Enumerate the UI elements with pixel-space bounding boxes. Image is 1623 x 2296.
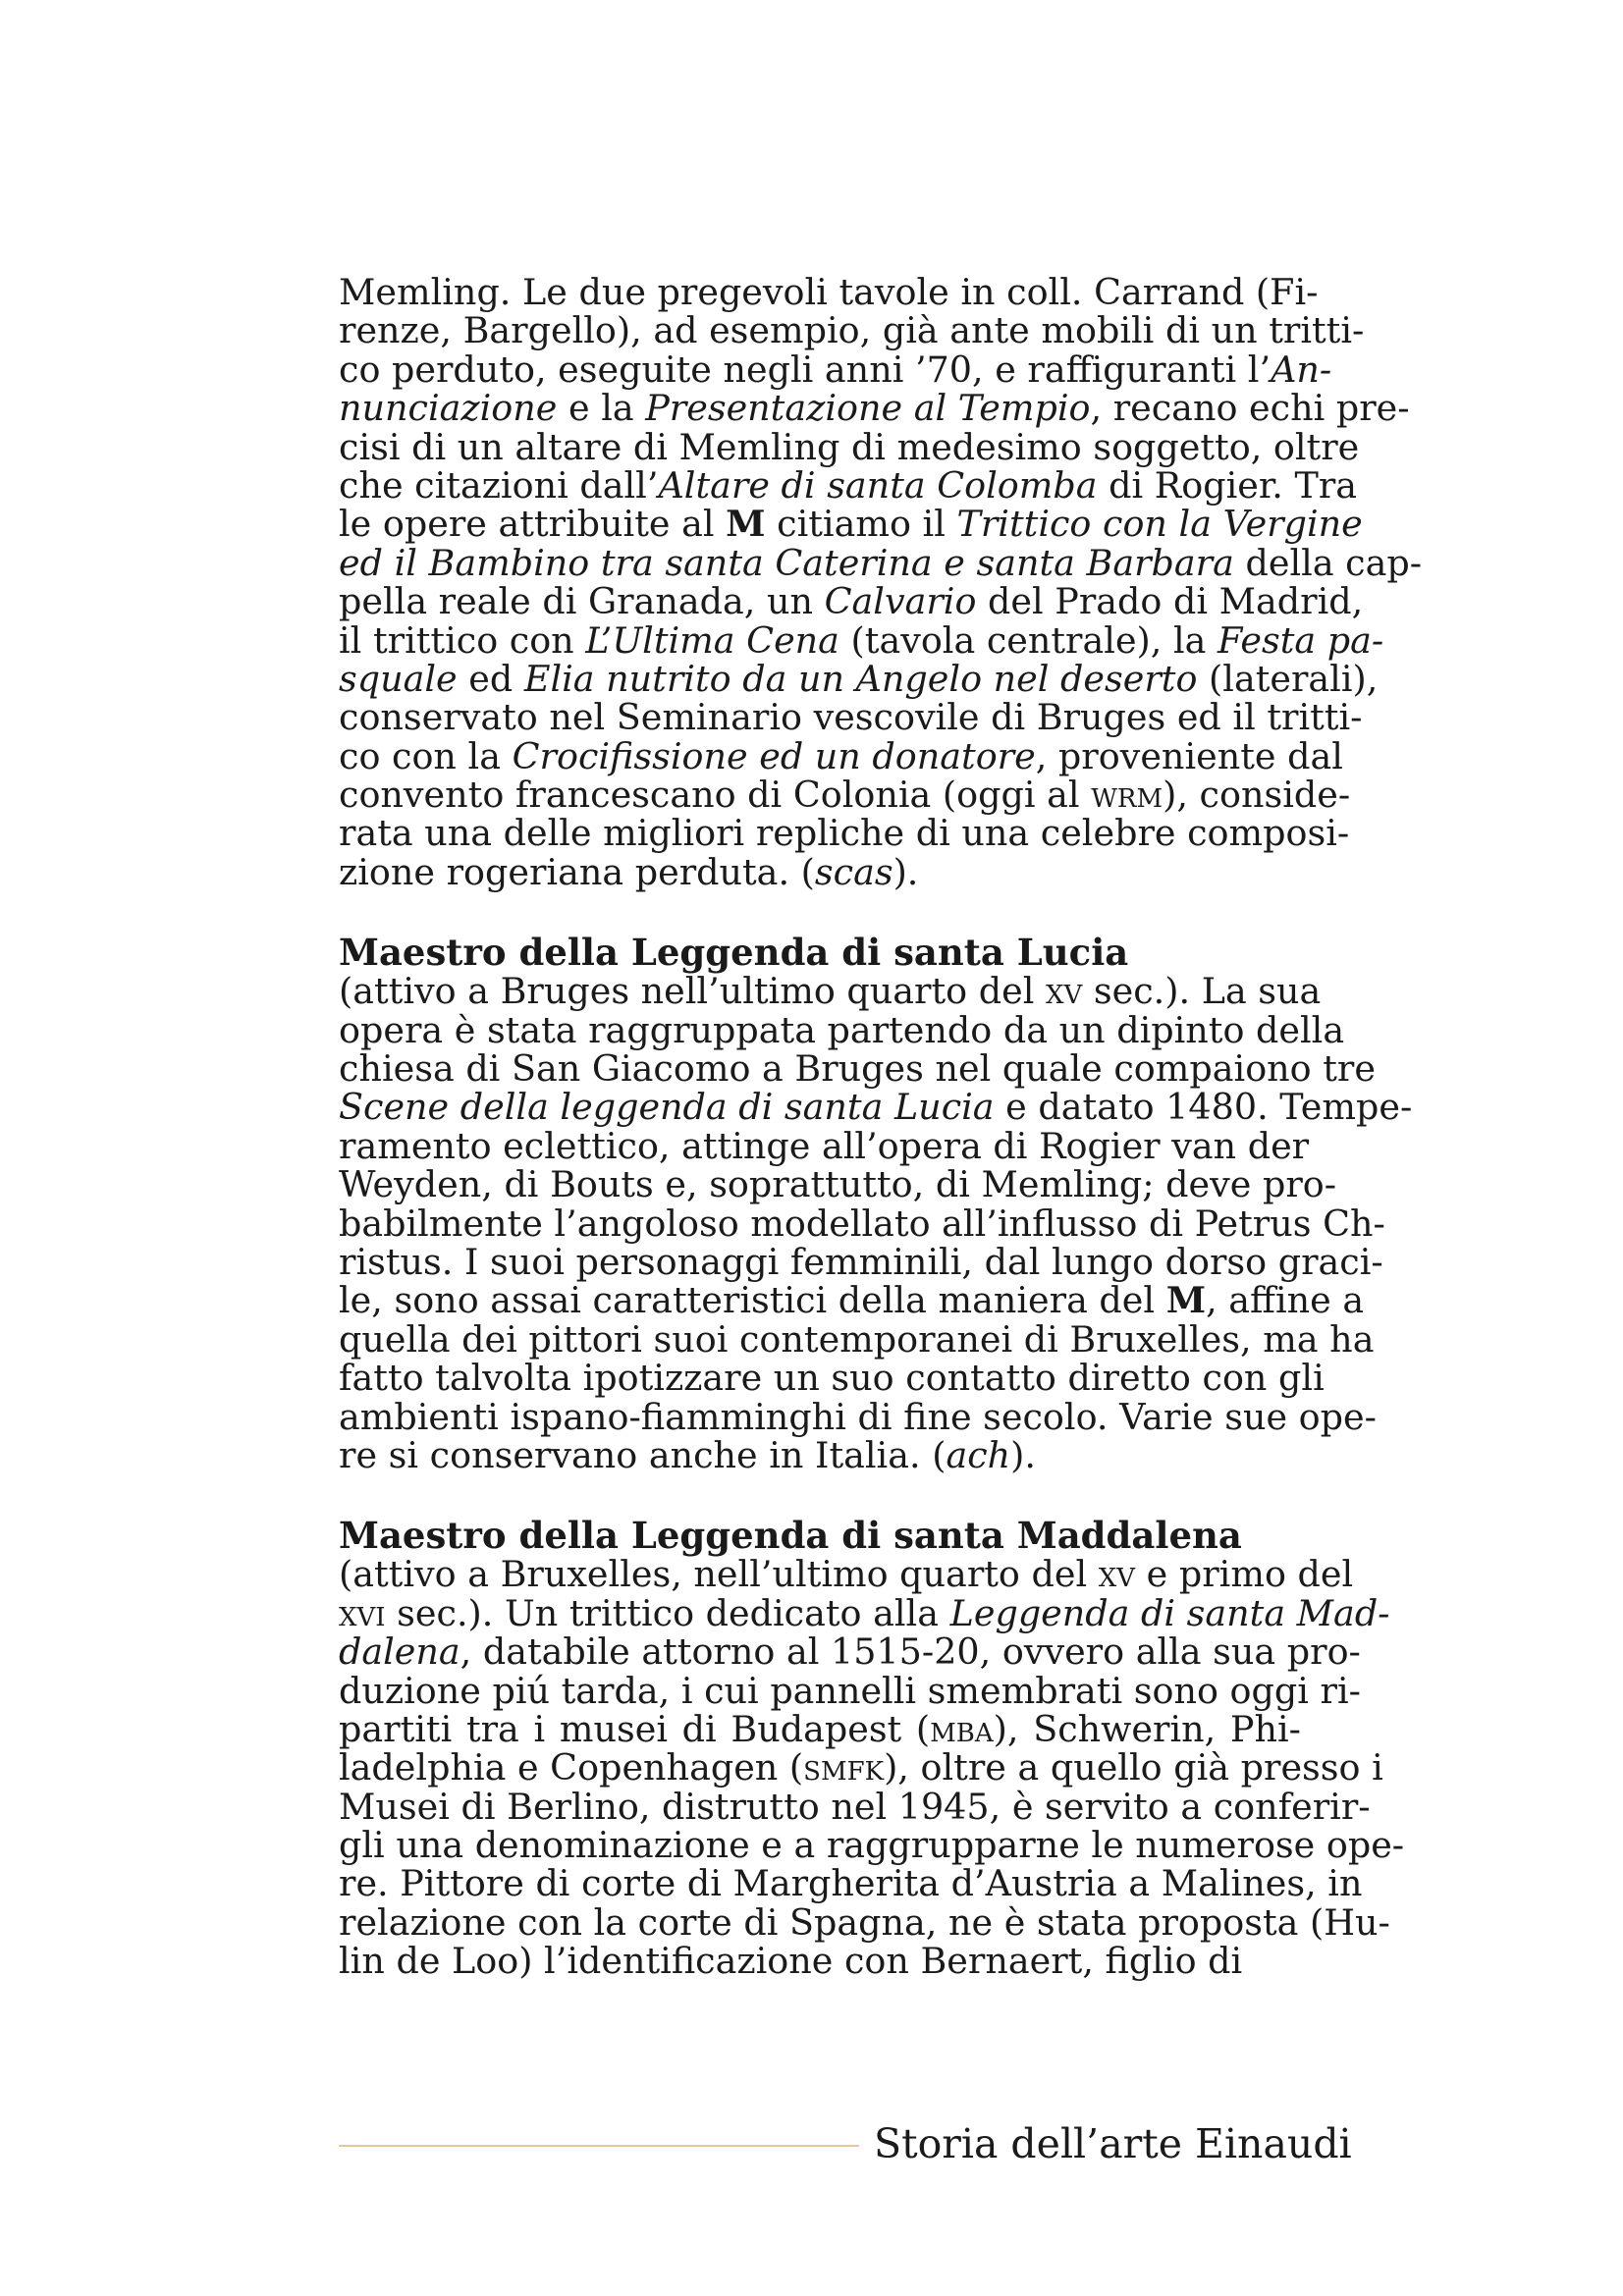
text-line [339,503,1363,546]
text-segment: ladelphia e Copenhagen ( [339,1746,804,1789]
text-segment: co perduto, eseguite negli anni ’70, e raffiguranti l’ [339,347,1271,391]
text-segment: Weyden, di Bouts e, soprattutto, di Memling; deve pro- [339,1163,1337,1206]
text-line [339,1591,1390,1634]
text-line [339,1395,1377,1438]
italic-text: Elia nutrito da un Angelo nel deserto [523,657,1198,700]
small-caps-text: xv [1045,970,1083,1013]
text-segment: quella dei pittori suoi contemporanei di Bruxelles, ma ha [339,1317,1375,1361]
text-line [339,541,1423,584]
italic-text: Calvario [824,580,977,623]
entry-block [339,931,1413,1476]
italic-text: Presentazione al Tempio [645,387,1091,430]
text-line [339,1553,1354,1596]
text-segment: renze, Bargello), ad esempio, già ante mobili di un tritti- [339,309,1365,352]
text-line [339,1746,1383,1789]
text-segment: il trittico con [339,618,586,662]
text-line [339,970,1322,1013]
text-segment: re. Pittore di corte di Margherita d’Austria a Malines, in [339,1862,1363,1905]
text-line [339,1086,1413,1129]
text-segment: chiesa di San Giacomo a Bruges nel quale compaiono tre [339,1047,1376,1091]
italic-text: ach [946,1433,1011,1476]
text-segment: babilmente l’angoloso modellato all’influsso di Petrus Ch- [339,1201,1385,1245]
entry-spacer [339,891,1301,933]
text-segment: (attivo a Bruges nell’ultimo quarto del [339,970,1046,1013]
text-segment: , proveniente dal [1035,734,1343,777]
entry-block [339,271,1423,893]
small-caps-text: wrm [1091,774,1163,817]
text-segment: re si conservano anche in Italia. ( [339,1433,947,1476]
text-line [339,387,1410,430]
text-line [339,1785,1371,1828]
text-segment: relazione con la corte di Spagna, ne è stata proposta (Hu- [339,1900,1390,1944]
italic-text: Festa pa- [1217,618,1384,662]
italic-text: Leggenda di santa Mad- [949,1591,1390,1634]
text-segment: rata una delle migliori repliche di una celebre composi- [339,812,1350,855]
italic-text: Altare di santa Colomba [658,463,1098,507]
text-line [339,774,1351,817]
text-line [339,734,1343,777]
small-caps-text: smfk [803,1746,885,1789]
text-segment: , databile attorno al 1515-20, ovvero alla sua pro- [460,1630,1361,1674]
text-line [339,850,1301,893]
text-segment: le opere attribuite al [339,503,727,546]
text-line [339,1008,1345,1051]
text-segment: , affine a [1206,1279,1365,1322]
text-segment: ristus. I suoi personaggi femminili, dal lungo dorso graci- [339,1240,1383,1283]
footer-title: Storia dell’arte Einaudi [874,2120,1352,2167]
text-segment: sec.). La sua [1082,970,1322,1013]
text-segment: gli una denominazione e a raggrupparne le numerose ope- [339,1824,1405,1867]
italic-text: squale [339,657,458,700]
text-segment: del Prado di Madrid, [976,580,1364,623]
text-line [339,1317,1375,1361]
text-segment: zione rogeriana perduta. ( [339,850,815,893]
text-segment: e datato 1480. Tempe- [994,1086,1413,1129]
text-segment: pella reale di Granada, un [339,580,825,623]
text-segment: e la [557,387,646,430]
italic-text: dalena [339,1630,460,1674]
text-line [339,1124,1310,1167]
italic-text: Trittico con la Vergine [956,503,1363,546]
text-segment: (tavola centrale), la [839,618,1218,662]
text-line [339,580,1364,623]
text-segment: ), Schwerin, Phi- [993,1707,1301,1750]
text-segment: fatto talvolta ipotizzare un suo contatto diretto con gli [339,1357,1325,1400]
entry-heading: Maestro della Leggenda di santa Maddalena [339,1514,1242,1558]
footer-rule [339,2145,859,2147]
text-segment: ramento eclettico, attinge all’opera di Rogier van der [339,1124,1310,1167]
text-segment: Memling. Le due pregevoli tavole in coll. Carrand (Fi- [339,271,1319,313]
entry-spacer [339,1474,1301,1516]
text-segment: ambienti ispano-fiamminghi di fine secolo. Varie sue ope- [339,1395,1377,1438]
text-line [339,1630,1361,1674]
text-line [339,1433,1301,1476]
italic-text: An- [1271,347,1332,391]
text-line [339,347,1332,391]
text-line [339,1279,1365,1322]
text-segment: Musei di Berlino, distrutto nel 1945, è servito a conferir- [339,1785,1371,1828]
page-body [339,271,1423,1983]
small-caps-text: xvi [339,1591,386,1634]
text-segment: ). [893,850,919,893]
text-line [339,696,1363,739]
text-segment: , recano echi pre- [1090,387,1410,430]
text-segment: co con la [339,734,513,777]
italic-text: Crocifissione ed un donatore [512,734,1036,777]
bold-text: M [1165,1279,1207,1322]
text-line [339,1163,1337,1206]
text-segment: ed [457,657,524,700]
text-segment: ), conside- [1163,774,1351,817]
text-segment: ). [1010,1433,1036,1476]
italic-text: scas [814,850,893,893]
text-line [339,425,1360,468]
text-line [339,812,1350,855]
text-line [339,309,1365,352]
text-segment: (laterali), [1197,657,1379,700]
text-segment: che citazioni dall’ [339,463,659,507]
text-segment: opera è stata raggruppata partendo da un dipinto della [339,1008,1345,1051]
entry-heading: Maestro della Leggenda di santa Lucia [339,931,1129,975]
text-line [339,463,1358,507]
text-segment: della cap- [1233,541,1423,584]
text-segment: convento francescano di Colonia (oggi al [339,774,1092,817]
text-segment: conservato nel Seminario vescovile di Bruges ed il tritti- [339,696,1363,739]
text-line [339,1824,1405,1867]
text-segment: di Rogier. Tra [1097,463,1358,507]
italic-text: Scene della leggenda di santa Lucia [339,1086,995,1129]
text-segment: partiti tra i musei di Budapest ( [339,1707,931,1750]
text-line [339,1940,1301,1983]
italic-text: ed il Bambino tra santa Caterina e santa Barbara [339,541,1234,584]
italic-text: nunciazione [339,387,558,430]
text-line [339,657,1379,700]
text-segment: le, sono assai caratteristici della maniera del [339,1279,1166,1322]
text-segment: citiamo il [765,503,957,546]
small-caps-text: xv [1098,1553,1136,1596]
text-line [339,1357,1325,1400]
text-segment: cisi di un altare di Memling di medesimo soggetto, oltre [339,425,1360,468]
text-segment: duzione piú tarda, i cui pannelli smembrati sono oggi ri- [339,1669,1361,1712]
small-caps-text: mba [930,1707,994,1750]
text-segment: lin de Loo) l’identificazione con Bernaert, figlio di [339,1940,1243,1983]
text-line [339,1047,1376,1091]
italic-text: L’Ultima Cena [585,618,839,662]
text-segment: ), oltre a quello già presso i [884,1746,1383,1789]
text-line [339,1862,1363,1905]
text-line [339,1201,1385,1245]
text-line [339,618,1384,662]
text-line [339,1240,1383,1283]
text-segment: (attivo a Bruxelles, nell’ultimo quarto del [339,1553,1099,1596]
text-segment: e primo del [1135,1553,1354,1596]
text-line [339,1669,1361,1712]
text-line [339,1707,1301,1750]
bold-text: M [726,503,766,546]
text-line [339,1900,1390,1944]
text-line [339,271,1319,313]
entry-block [339,1514,1405,1983]
text-segment: sec.). Un trittico dedicato alla [385,1591,950,1634]
